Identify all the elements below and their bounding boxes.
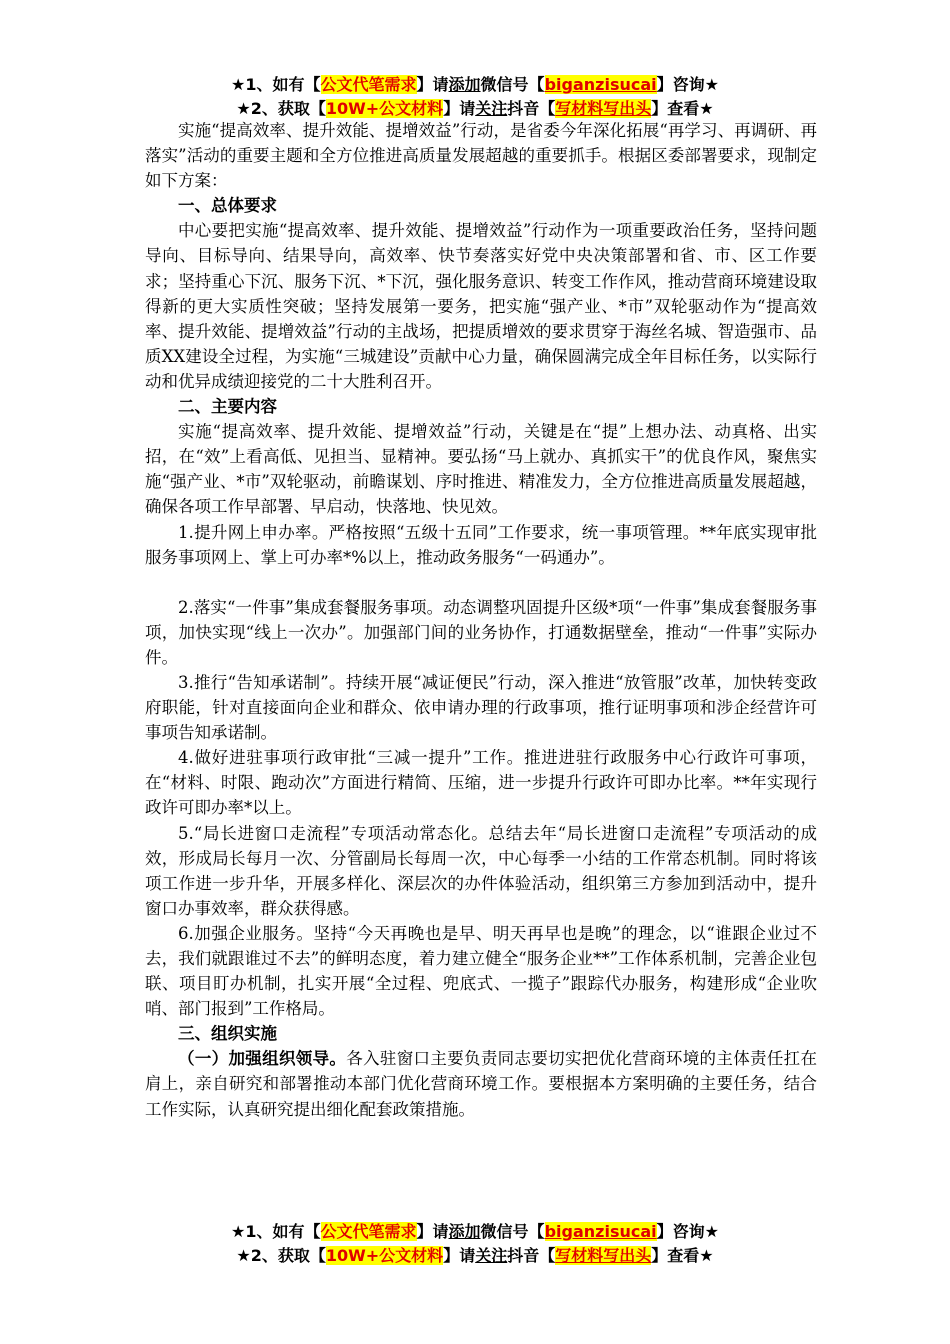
- subsection-1-title: （一）加强组织领导。: [178, 1049, 347, 1069]
- subsection-1-body: 各入驻窗口主要负责同志要切实把优化营商环境的主体责任扛在肩上，亲自研究和部署推动本部门优化营商环境工作。要根据本方案明确的主要任务，结合工作实际，认真研究提出细化配套政策措施。: [145, 1049, 818, 1119]
- highlight-wechat-id: biganzisucai: [544, 1222, 657, 1241]
- promo-banner-top-line2: ★2、获取【10W+公文材料】请关注抖音【写材料写出头】查看★: [236, 99, 714, 118]
- section-heading-3: 三、组织实施: [178, 1024, 277, 1044]
- section-2-paragraph: 实施“提高效率、提升效能、提增效益”行动，关键是在“提”上想办法、动真格、出实招，在“效”上看高低、见担当、显精神。要弘扬“马上就办、真抓实干”的优良作风，聚焦实施“强产业、*市”双轮驱动，前瞻谋划、序时推进、精准发力，全方位推进高质量发展超越，确保各项工作早部署、早启动，快落地、快见效。: [145, 422, 817, 517]
- highlight-douyin-account: 写材料写出头: [555, 1246, 652, 1265]
- list-item-3: 3.推行“告知承诺制”。持续开展“减证便民”行动，深入推进“放管服”改革，加快转变政府职能，针对直接面向企业和群众、依申请办理的行政事项，推行证明事项和涉企经营许可事项告知承诺制。: [145, 672, 817, 743]
- highlight-douyin-account: 写材料写出头: [555, 99, 652, 118]
- list-item-2: 2.落实“一件事”集成套餐服务事项。动态调整巩固提升区级*项“一件事”集成套餐服务事项，加快实现“线上一次办”。加强部门间的业务协作，打通数据壁垒，推动“一件事”实际办件。: [145, 597, 817, 667]
- list-item-6: 6.加强企业服务。坚持“今天再晚也是早、明天再早也是晚”的理念，以“谁跟企业过不去，我们就跟谁过不去”的鲜明态度，着力建立健全“服务企业**”工作体系机制，完善企业包联、项目盯办机制，扎实开展“全过程、兜底式、一揽子”跟踪代办服务，构建形成“企业吹哨、部门报到”工作格局。: [145, 923, 817, 1019]
- section-heading-1: 一、总体要求: [178, 196, 277, 216]
- promo-banner-bottom-line1: ★1、如有【公文代笔需求】请添加微信号【biganzisucai】咨询★: [231, 1222, 719, 1241]
- highlight-materials: 10W+公文材料: [325, 1246, 444, 1265]
- highlight-service: 公文代笔需求: [320, 1222, 417, 1241]
- section-1-paragraph: 中心要把实施“提高效率、提升效能、提增效益”行动作为一项重要政治任务，坚持问题导向、目标导向、结果导向，高效率、快节奏落实好党中央决策部署和省、市、区工作要求；坚持重心下沉、服务下沉、*下沉，强化服务意识、转变工作作风，推动营商环境建设取得新的更大实质性突破；坚持发展第一要务，把实施“强产业、*市”双轮驱动作为“提高效率、提升效能、提增效益”行动的主战场，把提质增效的要求贯穿于海丝名城、智造强市、品质XX建设全过程，为实施“三城建设”贡献中心力量，确保圆满完成全年目标任务，以实际行动和优异成绩迎接党的二十大胜利召开。: [145, 221, 817, 391]
- list-item-1: 1.提升网上申办率。严格按照“五级十五同”工作要求，统一事项管理。**年底实现审批服务事项网上、掌上可办率*%以上，推动政务服务“一码通办”。: [145, 522, 817, 567]
- highlight-materials: 10W+公文材料: [325, 99, 444, 118]
- document-body: [145, 118, 817, 1122]
- section-heading-2: 二、主要内容: [178, 397, 277, 417]
- promo-banner-top-line1: ★1、如有【公文代笔需求】请添加微信号【biganzisucai】咨询★: [231, 75, 719, 94]
- promo-banner-bottom-line2: ★2、获取【10W+公文材料】请关注抖音【写材料写出头】查看★: [236, 1246, 714, 1265]
- intro-paragraph: 实施“提高效率、提升效能、提增效益”行动，是省委今年深化拓展“再学习、再调研、再落实”活动的重要主题和全方位推进高质量发展超越的重要抓手。根据区委部署要求，现制定如下方案：: [145, 121, 817, 191]
- highlight-service: 公文代笔需求: [320, 75, 417, 94]
- subsection-1-paragraph: [145, 1046, 817, 1121]
- list-item-4: 4.做好进驻事项行政审批“三减一提升”工作。推进进驻行政服务中心行政许可事项，在“材料、时限、跑动次”方面进行精简、压缩，进一步提升行政许可即办比率。**年实现行政许可即办率*以上。: [145, 748, 817, 818]
- list-item-5: 5.“局长进窗口走流程”专项活动常态化。总结去年“局长进窗口走流程”专项活动的成效，形成局长每月一次、分管副局长每周一次，中心每季一小结的工作常态机制。同时将该项工作进一步升华，开展多样化、深层次的办件体验活动，组织第三方参加到活动中，提升窗口办事效率，群众获得感。: [145, 823, 817, 918]
- highlight-wechat-id: biganzisucai: [544, 75, 657, 94]
